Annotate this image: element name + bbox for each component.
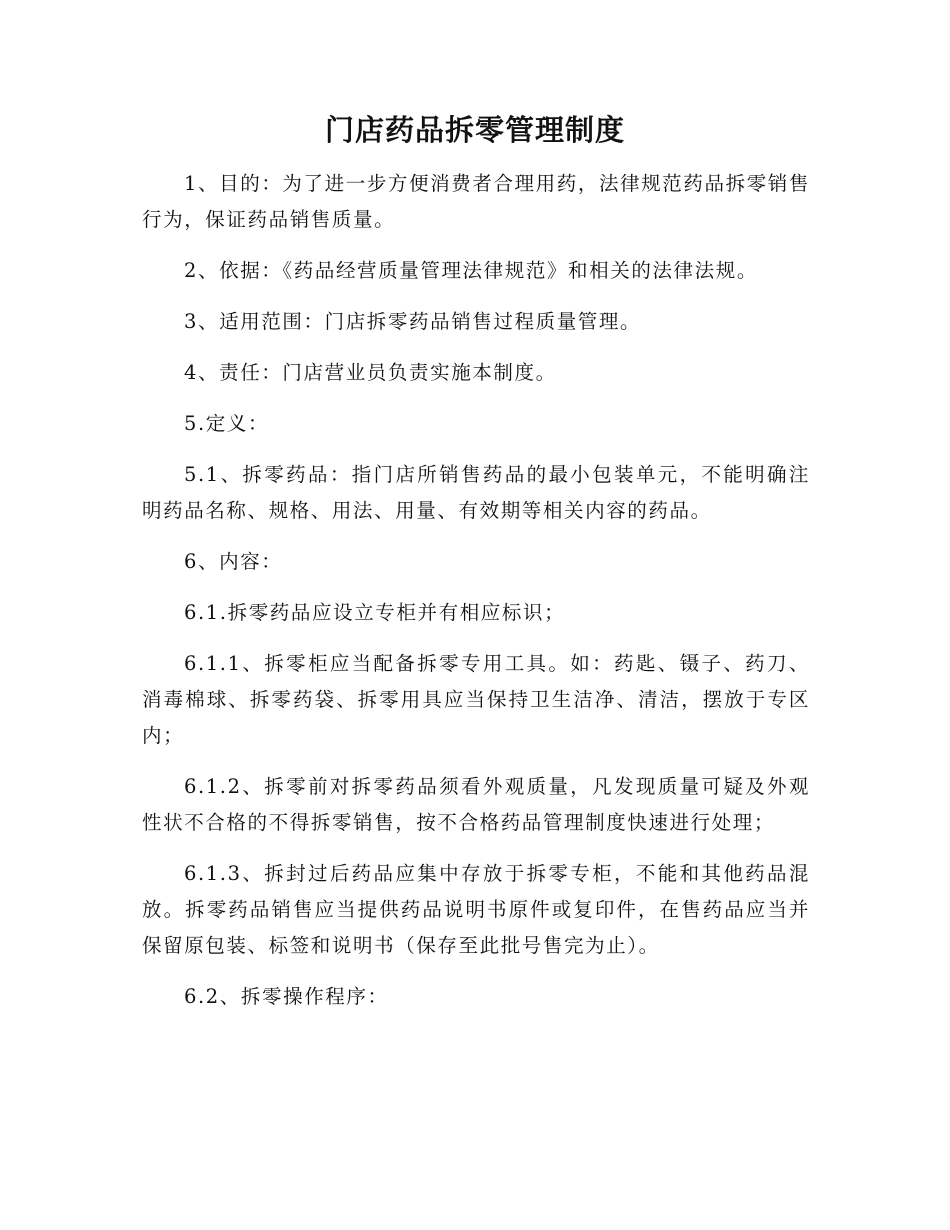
paragraph-purpose: 1、目的：为了进一步方便消费者合理用药，法律规范药品拆零销售行为，保证药品销售质量。 xyxy=(142,172,810,231)
paragraph-basis: 2、依据：《药品经营质量管理法律规范》和相关的法律法规。 xyxy=(184,259,758,282)
paragraph-content-6-1-1: 6.1.1、拆零柜应当配备拆零专用工具。如：药匙、镊子、药刀、消毒棉球、拆零药袋、拆零用具应当保持卫生洁净、清洁，摆放于专区内； xyxy=(142,652,810,747)
paragraph-definition-5-1: 5.1、拆零药品：指门店所销售药品的最小包装单元，不能明确注明药品名称、规格、用法、用量、有效期等相关内容的药品。 xyxy=(142,463,810,522)
paragraph-scope: 3、适用范围：门店拆零药品销售过程质量管理。 xyxy=(184,310,642,333)
paragraph-responsibility: 4、责任：门店营业员负责实施本制度。 xyxy=(184,361,557,384)
paragraph-content-6-2: 6.2、拆零操作程序： xyxy=(184,985,389,1008)
document-title: 门店药品拆零管理制度 xyxy=(324,113,625,147)
paragraph-content: 6、内容： xyxy=(184,550,283,573)
paragraph-definition: 5.定义： xyxy=(184,412,270,435)
paragraph-content-6-1-2: 6.1.2、拆零前对拆零药品须看外观质量，凡发现质量可疑及外观性状不合格的不得拆零销售，按不合格药品管理制度快速进行处理； xyxy=(142,775,810,834)
paragraph-content-6-1-3: 6.1.3、拆封过后药品应集中存放于拆零专柜，不能和其他药品混放。拆零药品销售应当提供药品说明书原件或复印件，在售药品应当并保留原包装、标签和说明书（保存至此批号售完为止）。 xyxy=(142,862,810,957)
paragraph-content-6-1: 6.1.拆零药品应设立专柜并有相应标识； xyxy=(184,601,566,624)
document-body xyxy=(142,166,810,1030)
